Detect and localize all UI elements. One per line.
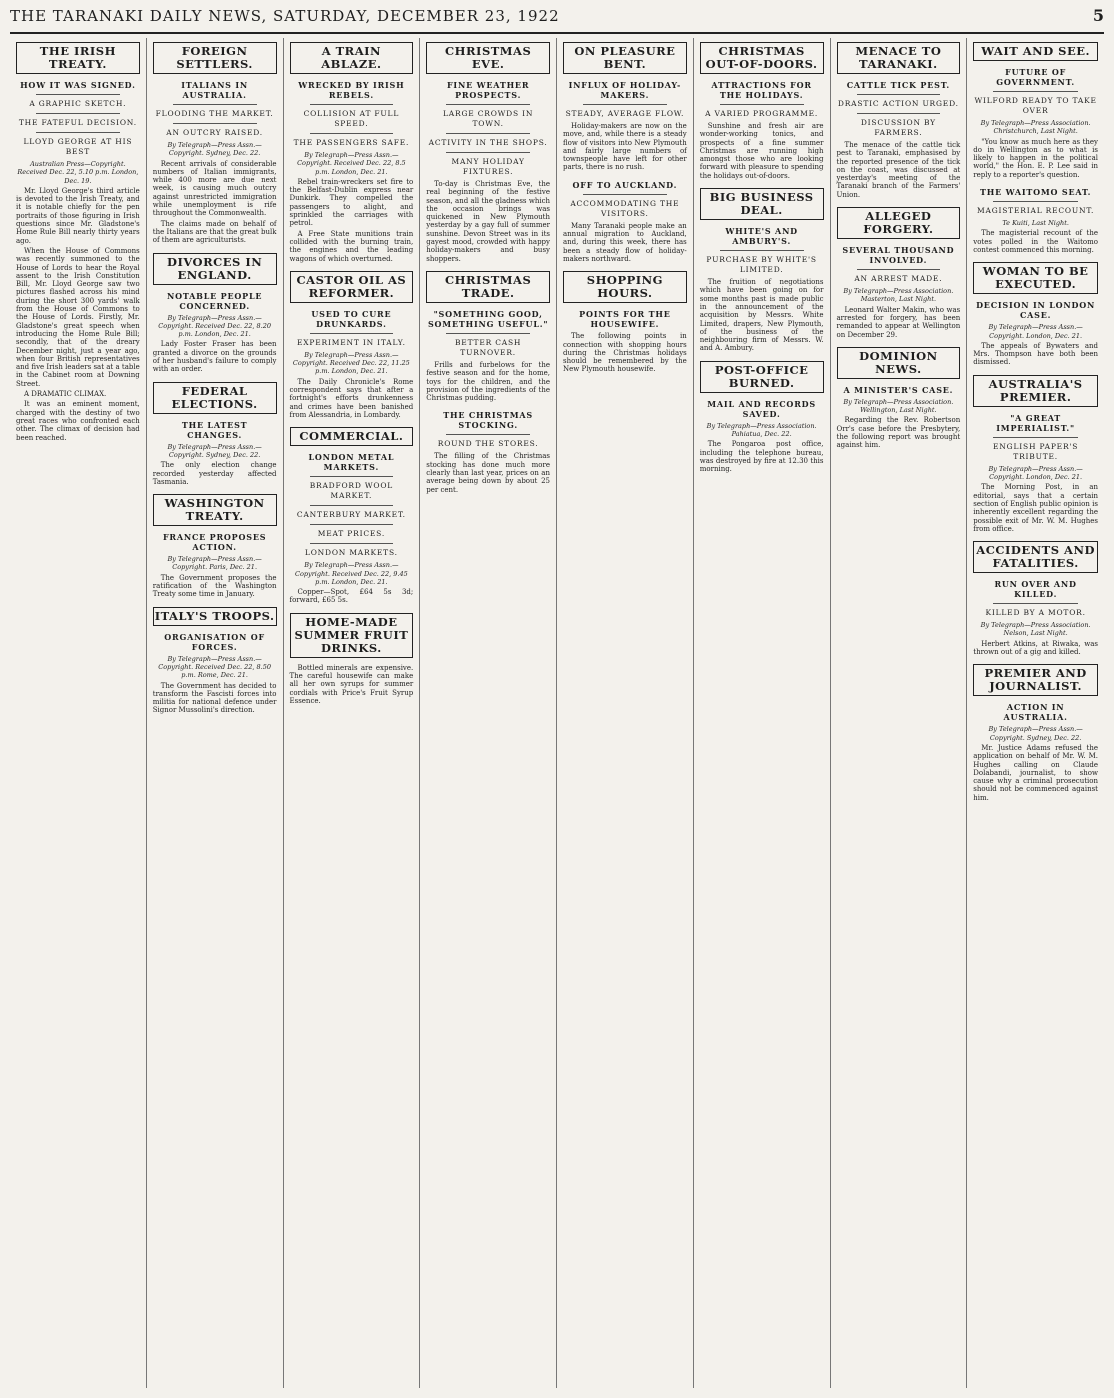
divider-rule (857, 94, 941, 95)
article-subheading: CATTLE TICK PEST. (846, 80, 950, 90)
article-dateline: By Telegraph—Press Association. Nelson, Last Night. (980, 621, 1091, 638)
column-4 (420, 38, 557, 1388)
article-headline: CHRISTMAS TRADE. (426, 271, 550, 303)
article-subheading: CANTERBURY MARKET. (296, 510, 406, 520)
divider-rule (446, 434, 530, 435)
article-headline: SHOPPING HOURS. (563, 271, 687, 303)
article-subheading: COLLISION AT FULL SPEED. (303, 109, 400, 128)
column-1 (10, 38, 147, 1388)
article (563, 180, 687, 263)
article-subheading: NOTABLE PEOPLE CONCERNED. (166, 290, 263, 311)
article-subheading: THE PASSENGERS SAFE. (293, 138, 410, 147)
article (290, 427, 414, 604)
article-headline: WAIT AND SEE. (973, 42, 1098, 61)
article-headline: AUSTRALIA'S PREMIER. (973, 375, 1098, 407)
article (426, 271, 550, 402)
article-subheading: USED TO CURE DRUNKARDS. (311, 308, 392, 329)
article-subheading: EXPERIMENT IN ITALY. (296, 337, 406, 347)
article-subheading: MAGISTERIAL RECOUNT. (977, 206, 1095, 216)
article-subheading: THE WAITOMO SEAT. (979, 187, 1092, 198)
article-paragraph: Many Taranaki people make an annual migration to Auckland, and, during this week, there has been a steady flow of holiday-makers northward. (563, 221, 687, 263)
article-headline: WOMAN TO BE EXECUTED. (973, 262, 1098, 294)
article-paragraph: The following points in connection with shopping hours during the Christmas holidays should be remembered by the New Plymouth housewife. (563, 332, 687, 374)
divider-rule (720, 104, 804, 105)
article-subheading: ACCOMMODATING THE VISITORS. (570, 198, 680, 218)
article-headline: BIG BUSINESS DEAL. (700, 188, 824, 220)
article-paragraph: Mr. Justice Adams refused the application on behalf of Mr. W. M. Hughes calling on Claude Dolabandi, journalist, to show cause why a criminal prosecution should not be commenced against him. (973, 743, 1098, 802)
article (563, 42, 687, 172)
article-paragraph: The Pongaroa post office, including the telephone bureau, was destroyed by fire at 12.30 this morning. (699, 440, 824, 474)
article-headline: POST-OFFICE BURNED. (700, 361, 824, 393)
divider-rule (36, 132, 120, 133)
article (973, 262, 1098, 366)
article (153, 607, 277, 715)
article (973, 375, 1098, 533)
article-subheading: A MINISTER'S CASE. (843, 384, 954, 395)
article-paragraph: The only election change recorded yesterday affected Tasmania. (152, 461, 277, 486)
article-subheading: THE LATEST CHANGES. (181, 419, 248, 440)
article-subheading: THE FATEFUL DECISION. (18, 118, 137, 127)
article-paragraph: A Free State munitions train collided with the burning train, the engines and the leading wagons of which overturned. (289, 229, 414, 263)
divider-rule (310, 104, 394, 105)
article (426, 410, 550, 493)
article-subheading: AN OUTCRY RAISED. (166, 128, 263, 137)
article-paragraph: To-day is Christmas Eve, the real beginning of the festive season, and all the gladness which the occasion brings was quickened in New Plymouth yesterday by a gay full of summer sunshine. Devon Street was in its gayest mood, crowded with happy holiday-makers and busy shoppers. (426, 180, 550, 263)
article-subheading: SEVERAL THOUSAND INVOLVED. (842, 245, 955, 266)
article-subheading: "A GREAT IMPERIALIST." (996, 412, 1075, 433)
article-headline: THE IRISH TREATY. (16, 42, 140, 74)
article-headline: MENACE TO TARANAKI. (837, 42, 961, 74)
divider-rule (446, 152, 530, 153)
article-subheading: A GRAPHIC SKETCH. (29, 99, 127, 108)
article-paragraph: Copper—Spot, £64 5s 3d; forward, £65 5s. (289, 588, 414, 605)
article (973, 541, 1098, 656)
article (837, 42, 961, 199)
article-subheading: WHITE'S AND AMBURY'S. (725, 226, 798, 247)
masthead (10, 6, 1104, 34)
divider-rule (310, 524, 394, 525)
article-paragraph: A DRAMATIC CLIMAX. (24, 390, 107, 399)
divider-rule (36, 94, 120, 95)
article-headline: COMMERCIAL. (290, 427, 414, 446)
article-subheading: ENGLISH PAPER'S TRIBUTE. (993, 441, 1079, 461)
article-subheading: LARGE CROWDS IN TOWN. (443, 109, 534, 128)
page-number: 5 (1092, 6, 1104, 25)
article-paragraph: The Daily Chronicle's Rome correspondent says that after a fortnight's efforts drunkenness and crimes have been banished from Alessandria, in Lombardy. (289, 377, 414, 419)
article (837, 347, 961, 450)
divider-rule (720, 250, 804, 251)
article-dateline: By Telegraph—Press Assn.—Copyright. Paris, Dec. 21. (167, 555, 262, 572)
article-dateline: By Telegraph—Press Association. Masterton, Last Night. (843, 287, 954, 304)
article (290, 271, 414, 419)
article (700, 188, 824, 353)
article (16, 42, 140, 442)
article-paragraph: Recent arrivals of considerable numbers of Italian immigrants, while 400 more are due next week, is causing much outcry against unrestricted immigration while unemployment is rife throughout the Commonwealth. (152, 159, 277, 218)
article-dateline: Te Kuiti, Last Night. (1002, 219, 1069, 228)
article (973, 187, 1098, 254)
article (700, 42, 824, 180)
divider-rule (310, 543, 394, 544)
article (290, 613, 414, 705)
article-subheading: ITALIANS IN AUSTRALIA. (181, 80, 249, 100)
article (837, 207, 961, 339)
article-headline: CHRISTMAS EVE. (426, 42, 550, 74)
article-paragraph: Lady Foster Fraser has been granted a divorce on the grounds of her husband's failure to comply with an order. (152, 340, 277, 374)
article-subheading: LLOYD GEORGE AT HIS BEST (23, 137, 133, 156)
article-dateline: By Telegraph—Press Assn.—Copyright. Received Dec. 22, 11.25 p.m. London, Dec. 21. (292, 350, 410, 376)
article-headline: DOMINION NEWS. (837, 347, 961, 379)
article-headline: WASHINGTON TREATY. (153, 494, 277, 526)
article-subheading: "SOMETHING GOOD, SOMETHING USEFUL." (427, 308, 549, 329)
article-paragraph: The magisterial recount of the votes polled in the Waitomo contest commenced this morning. (973, 229, 1098, 254)
article-subheading: INFLUX OF HOLIDAY-MAKERS. (568, 80, 682, 100)
divider-rule (310, 133, 394, 134)
article-paragraph: The menace of the cattle tick pest to Taranaki, emphasised by the reported presence of the tick on the coast, was discussed at yesterday's meeting of the Taranaki branch of the Farmers' Union. (836, 141, 961, 199)
article-subheading: AN ARREST MADE. (854, 274, 943, 284)
divider-rule (36, 113, 120, 114)
article-subheading: STEADY, AVERAGE FLOW. (565, 109, 685, 118)
article-subheading: DRASTIC ACTION URGED. (837, 99, 959, 108)
divider-rule (310, 505, 394, 506)
article-dateline: By Telegraph—Press Assn.—Copyright. Received Dec. 22, 8.5 p.m. London, Dec. 21. (297, 151, 406, 176)
article-paragraph: Rebel train-wreckers set fire to the Belfast-Dublin express near Dunkirk. They compelled the passengers to alight, and sprinkled the carriages with petrol. (289, 177, 414, 228)
divider-rule (583, 104, 667, 105)
article-subheading: MAIL AND RECORDS SAVED. (707, 398, 816, 419)
article (973, 42, 1098, 179)
article-subheading: DISCUSSION BY FARMERS. (860, 118, 936, 137)
article (426, 42, 550, 263)
article-paragraph: The Government proposes the ratification of the Washington Treaty some time in January. (152, 573, 277, 599)
article-headline: ITALY'S TROOPS. (153, 607, 277, 626)
divider-rule (993, 603, 1078, 604)
article-dateline: By Telegraph—Press Assn.—Copyright. Received Dec. 22, 9.45 p.m. London, Dec. 21. (294, 561, 408, 586)
article-headline: FEDERAL ELECTIONS. (153, 382, 277, 414)
article-subheading: ACTIVITY IN THE SHOPS. (428, 138, 548, 147)
article-dateline: By Telegraph—Press Assn.—Copyright. London, Dec. 21. (988, 323, 1083, 340)
divider-rule (446, 104, 530, 105)
article-paragraph: The claims made on behalf of the Italians are that the great bulk of them are agriculturists. (152, 219, 277, 245)
article-headline: A TRAIN ABLAZE. (290, 42, 414, 74)
masthead-title: THE TARANAKI DAILY NEWS, SATURDAY, DECEMBER 23, 1922 (10, 7, 560, 25)
article-subheading: FINE WEATHER PROSPECTS. (446, 80, 530, 100)
divider-rule (310, 333, 394, 334)
article-headline: ON PLEASURE BENT. (563, 42, 687, 74)
article-headline: CHRISTMAS OUT-OF-DOORS. (700, 42, 824, 74)
article-dateline: By Telegraph—Press Assn.—Copyright. Received Dec. 22, 8.20 p.m. London, Dec. 21. (158, 313, 271, 339)
divider-rule (993, 91, 1078, 92)
article-subheading: FUTURE OF GOVERNMENT. (996, 67, 1075, 87)
article-subheading: ACTION IN AUSTRALIA. (1003, 702, 1068, 723)
article (153, 494, 277, 598)
article-dateline: By Telegraph—Press Assn.—Copyright. Sydney, Dec. 22. (988, 725, 1083, 742)
article-paragraph: Bottled minerals are expensive. The careful housewife can make all her own syrups for summer cordials with Price's Fruit Syrup Essence. (289, 663, 414, 705)
article-subheading: BRADFORD WOOL MARKET. (309, 481, 394, 501)
article-paragraph: Sunshine and fresh air are wonder-working tonics, and prospects of a fine summer Christmas are running high amongst those who are looking forward with pleasure to spending the holidays out-of-doors. (699, 122, 824, 180)
article-subheading: KILLED BY A MOTOR. (985, 608, 1086, 618)
divider-rule (993, 201, 1078, 202)
column-2 (147, 38, 284, 1388)
article-paragraph: Mr. Lloyd George's third article is devoted to the Irish Treaty, and it is notable chiefly for the pen portraits of those figuring in Irish questions since Mr. Gladstone's Home Rule Bill nearly thirty years ago. (16, 186, 140, 245)
divider-rule (857, 269, 941, 270)
divider-rule (857, 113, 941, 114)
article-subheading: THE CHRISTMAS STOCKING. (443, 410, 533, 431)
article-paragraph: The filling of the Christmas stocking has done much more clearly than last year, prices on an average being down by about 25 per cent. (426, 452, 550, 494)
article-paragraph: Frills and furbelows for the festive season and for the home, toys for the children, and the provision of the ingredients of the Christmas pudding. (426, 360, 550, 403)
article-paragraph: The appeals of Bywaters and Mrs. Thompson have both been dismissed. (973, 341, 1098, 367)
columns (10, 38, 1104, 1388)
article-dateline: By Telegraph—Press Assn.—Copyright. London, Dec. 21. (988, 464, 1083, 482)
divider-rule (173, 104, 257, 105)
column-8 (967, 38, 1104, 1388)
article (700, 361, 824, 474)
article-subheading: ROUND THE STORES. (437, 439, 539, 449)
article-subheading: ATTRACTIONS FOR THE HOLIDAYS. (711, 80, 812, 100)
article-subheading: LONDON METAL MARKETS. (308, 452, 395, 473)
article-dateline: By Telegraph—Press Association. Christchurch, Last Night. (980, 119, 1091, 136)
article-dateline: By Telegraph—Press Assn.—Copyright. Sydney, Dec. 22. (167, 442, 262, 459)
article (563, 271, 687, 373)
article-subheading: PURCHASE BY WHITE'S LIMITED. (706, 255, 817, 275)
divider-rule (583, 194, 667, 195)
article (153, 42, 277, 245)
article-subheading: HOW IT WAS SIGNED. (20, 80, 136, 90)
article-dateline: By Telegraph—Press Assn.—Copyright. Received Dec. 22, 8.50 p.m. Rome, Dec. 21. (158, 654, 271, 680)
article-headline: PREMIER AND JOURNALIST. (973, 664, 1098, 696)
article-subheading: POINTS FOR THE HOUSEWIFE. (579, 309, 671, 330)
article-dateline: By Telegraph—Press Assn.—Copyright. Sydney, Dec. 22. (167, 141, 262, 158)
article-subheading: WILFORD READY TO TAKE OVER (974, 96, 1097, 115)
article-subheading: LONDON MARKETS. (304, 548, 398, 558)
article-subheading: BETTER CASH TURNOVER. (454, 337, 522, 357)
divider-rule (310, 476, 394, 477)
article-subheading: FLOODING THE MARKET. (155, 109, 274, 118)
article (153, 382, 277, 486)
article-paragraph: When the House of Commons was recently summoned to the House of Lords to hear the Royal assent to the Irish Constitution Bill, Mr. Lloyd George saw two pictures flashed across his mind during the short 300 yards' walk from the House of Commons to the House of Lords. Firstly, Mr. Gladstone's great speech when introducing the Home Rule Bill; secondly, that of the dreary December night, just a year ago, when four British representatives and five Irish leaders sat at a table in the Cabinet room at Downing Street. (16, 246, 140, 388)
article-paragraph: Holiday-makers are now on the move, and, while there is a steady flow of visitors into New Plymouth and fairly large numbers of townspeople have left for other parts, there is no rush. (563, 122, 687, 172)
article-headline: ALLEGED FORGERY. (837, 207, 961, 239)
article-paragraph: "You know as much here as they do in Wellington as to what is likely to happen in the political world," the Hon. E. P. Lee said in reply to a reporter's question. (973, 137, 1098, 179)
article-subheading: MEAT PRICES. (317, 529, 386, 539)
article-subheading: OFF TO AUCKLAND. (572, 179, 678, 190)
article-paragraph: It was an eminent moment, charged with the destiny of two great races who confronted each other. The climax of decision had been reached. (16, 400, 140, 442)
article-dateline: By Telegraph—Press Association. Pahiatua, Dec. 22. (706, 421, 817, 439)
column-7 (831, 38, 968, 1388)
article-paragraph: The Government has decided to transform the Fascisti forces into militia for national defence under Signor Mussolini's direction. (152, 681, 277, 715)
article-subheading: DECISION IN LONDON CASE. (976, 300, 1096, 321)
divider-rule (993, 437, 1078, 438)
article-dateline: Australian Press—Copyright. Received Dec. 22, 5.10 p.m. London, Dec. 19. (17, 160, 139, 185)
article-paragraph: The Morning Post, in an editorial, says that a certain section of English public opinion is inherently excellent regarding the possible exit of Mr. W. M. Hughes from office. (973, 483, 1098, 533)
article (973, 664, 1098, 802)
article-paragraph: Regarding the Rev. Robertson Orr's case before the Presbytery, the following report was brought against him. (836, 416, 961, 450)
divider-rule (173, 123, 257, 124)
divider-rule (446, 333, 530, 334)
article-headline: DIVORCES IN ENGLAND. (153, 253, 277, 285)
article-paragraph: Herbert Atkins, at Riwaka, was thrown out of a gig and killed. (973, 639, 1098, 657)
divider-rule (446, 133, 530, 134)
article-headline: FOREIGN SETTLERS. (153, 42, 277, 74)
article-subheading: ORGANISATION OF FORCES. (164, 631, 265, 652)
article-headline: CASTOR OIL AS REFORMER. (290, 271, 414, 303)
article-subheading: FRANCE PROPOSES ACTION. (162, 532, 267, 553)
article-dateline: By Telegraph—Press Association. Wellington, Last Night. (843, 397, 954, 415)
article-subheading: A VARIED PROGRAMME. (705, 109, 819, 118)
article-subheading: MANY HOLIDAY FIXTURES. (451, 157, 525, 176)
article-headline: ACCIDENTS AND FATALITIES. (973, 541, 1098, 573)
article-headline: HOME-MADE SUMMER FRUIT DRINKS. (290, 613, 414, 658)
article-subheading: RUN OVER AND KILLED. (994, 579, 1077, 600)
article (290, 42, 414, 263)
column-3 (284, 38, 421, 1388)
article-paragraph: Leonard Walter Makin, who was arrested for forgery, has been remanded to appear at Wellington on December 29. (836, 305, 961, 339)
column-6 (694, 38, 831, 1388)
article-subheading: WRECKED BY IRISH REBELS. (298, 80, 405, 100)
article (153, 253, 277, 374)
article-paragraph: The fruition of negotiations which have been going on for some months past is made public in the announcement of the acquisition by Messrs. White Limited, drapers, New Plymouth, of the business of the neighbouring firm of Messrs. W. and A. Ambury. (699, 278, 824, 353)
column-5 (557, 38, 694, 1388)
